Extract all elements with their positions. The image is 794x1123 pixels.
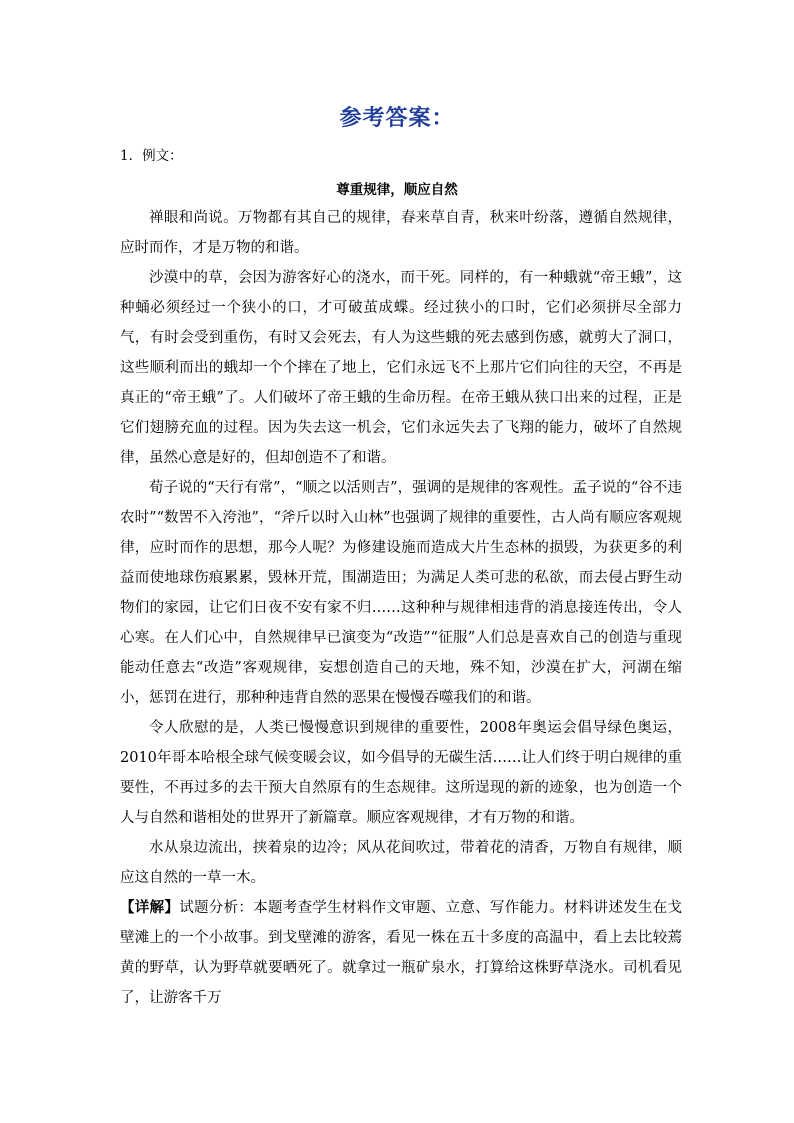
detail-analysis <box>120 893 682 1013</box>
paragraph-1: 禅眼和尚说。万物都有其自己的规律，春来草自青，秋来叶纷落，遵循自然规律，应时而作，才是万物的和谐。 <box>120 210 682 256</box>
essay-body <box>120 203 682 1013</box>
detail-label: 【详解】 <box>120 899 180 916</box>
question-number: 1．例文： <box>120 148 183 164</box>
paragraph-4: 令人欣慰的是，人类已慢慢意识到规律的重要性，2008年奥运会倡导绿色奥运，2010年哥本哈根全球气候变暖会议，如今倡导的无碳生活……让人们终于明白规律的重要性，不再过多的去干预大自然原有的生态规律。这所逞现的新的迹象，也为创造一个人与自然和谐相处的世界开了新篇章。顺应客观规律，才有万物的和谐。 <box>120 720 682 826</box>
paragraph-5: 水从泉边流出，挟着泉的边冷；风从花间吹过，带着花的清香，万物自有规律，顺应这自然的一草一木。 <box>120 840 682 886</box>
paragraph-3: 荀子说的“天行有常”，“顺之以活则吉”，强调的是规律的客观性。孟子说的“谷不违农时”“数罟不入洿池”，“斧斤以时入山林”也强调了规律的重要性，古人尚有顺应客观规律，应时而作的思想，那今人呢？为修建设施而造成大片生态林的损毁，为获更多的利益而使地球伤痕累累，毁林开荒，围湖造田；为满足人类可悲的私欲，而去侵占野生动物们的家园，让它们日夜不安有家不归……这种种与规律相违背的消息接连传出，令人心寒。在人们心中，自然规律早已演变为“改造”“征服”人们总是喜欢自己的创造与重现能动任意去“改造”客观规律，妄想创造自己的天地，殊不知，沙漠在扩大，河湖在缩小，惩罚在进行，那种种违背自然的恶果在慢慢吞噬我们的和谐。 <box>120 480 682 706</box>
detail-text: 试题分析：本题考查学生材料作文审题、立意、写作能力。材料讲述发生在戈壁滩上的一个小故事。到戈壁滩的游客，看见一株在五十多度的高温中，看上去比较蔫黄的野草，认为野草就要晒死了。就拿过一瓶矿泉水，打算给这株野草浇水。司机看见了，让游客千万 <box>120 900 683 1006</box>
paragraph-2: 沙漠中的草，会因为游客好心的浇水，而干死。同样的，有一种蛾就“帝王蛾”，这种蛹必须经过一个狭小的口，才可破茧成蝶。经过狭小的口时，它们必须拼尽全部力气，有时会受到重伤，有时又会死去，有人为这些蛾的死去感到伤感，就剪大了洞口，这些顺利而出的蛾却一个个摔在了地上，它们永远飞不上那片它们向往的天空，不再是真正的“帝王蛾”了。人们破坏了帝王蛾的生命历程。在帝王蛾从狭口出来的过程，正是它们翅膀充血的过程。因为失去这一机会，它们永远失去了飞翔的能力，破坏了自然规律，虽然心意是好的，但却创造不了和谐。 <box>120 270 682 466</box>
essay-title: 尊重规律，顺应自然 <box>336 182 458 198</box>
answer-heading: 参考答案： <box>339 105 455 131</box>
